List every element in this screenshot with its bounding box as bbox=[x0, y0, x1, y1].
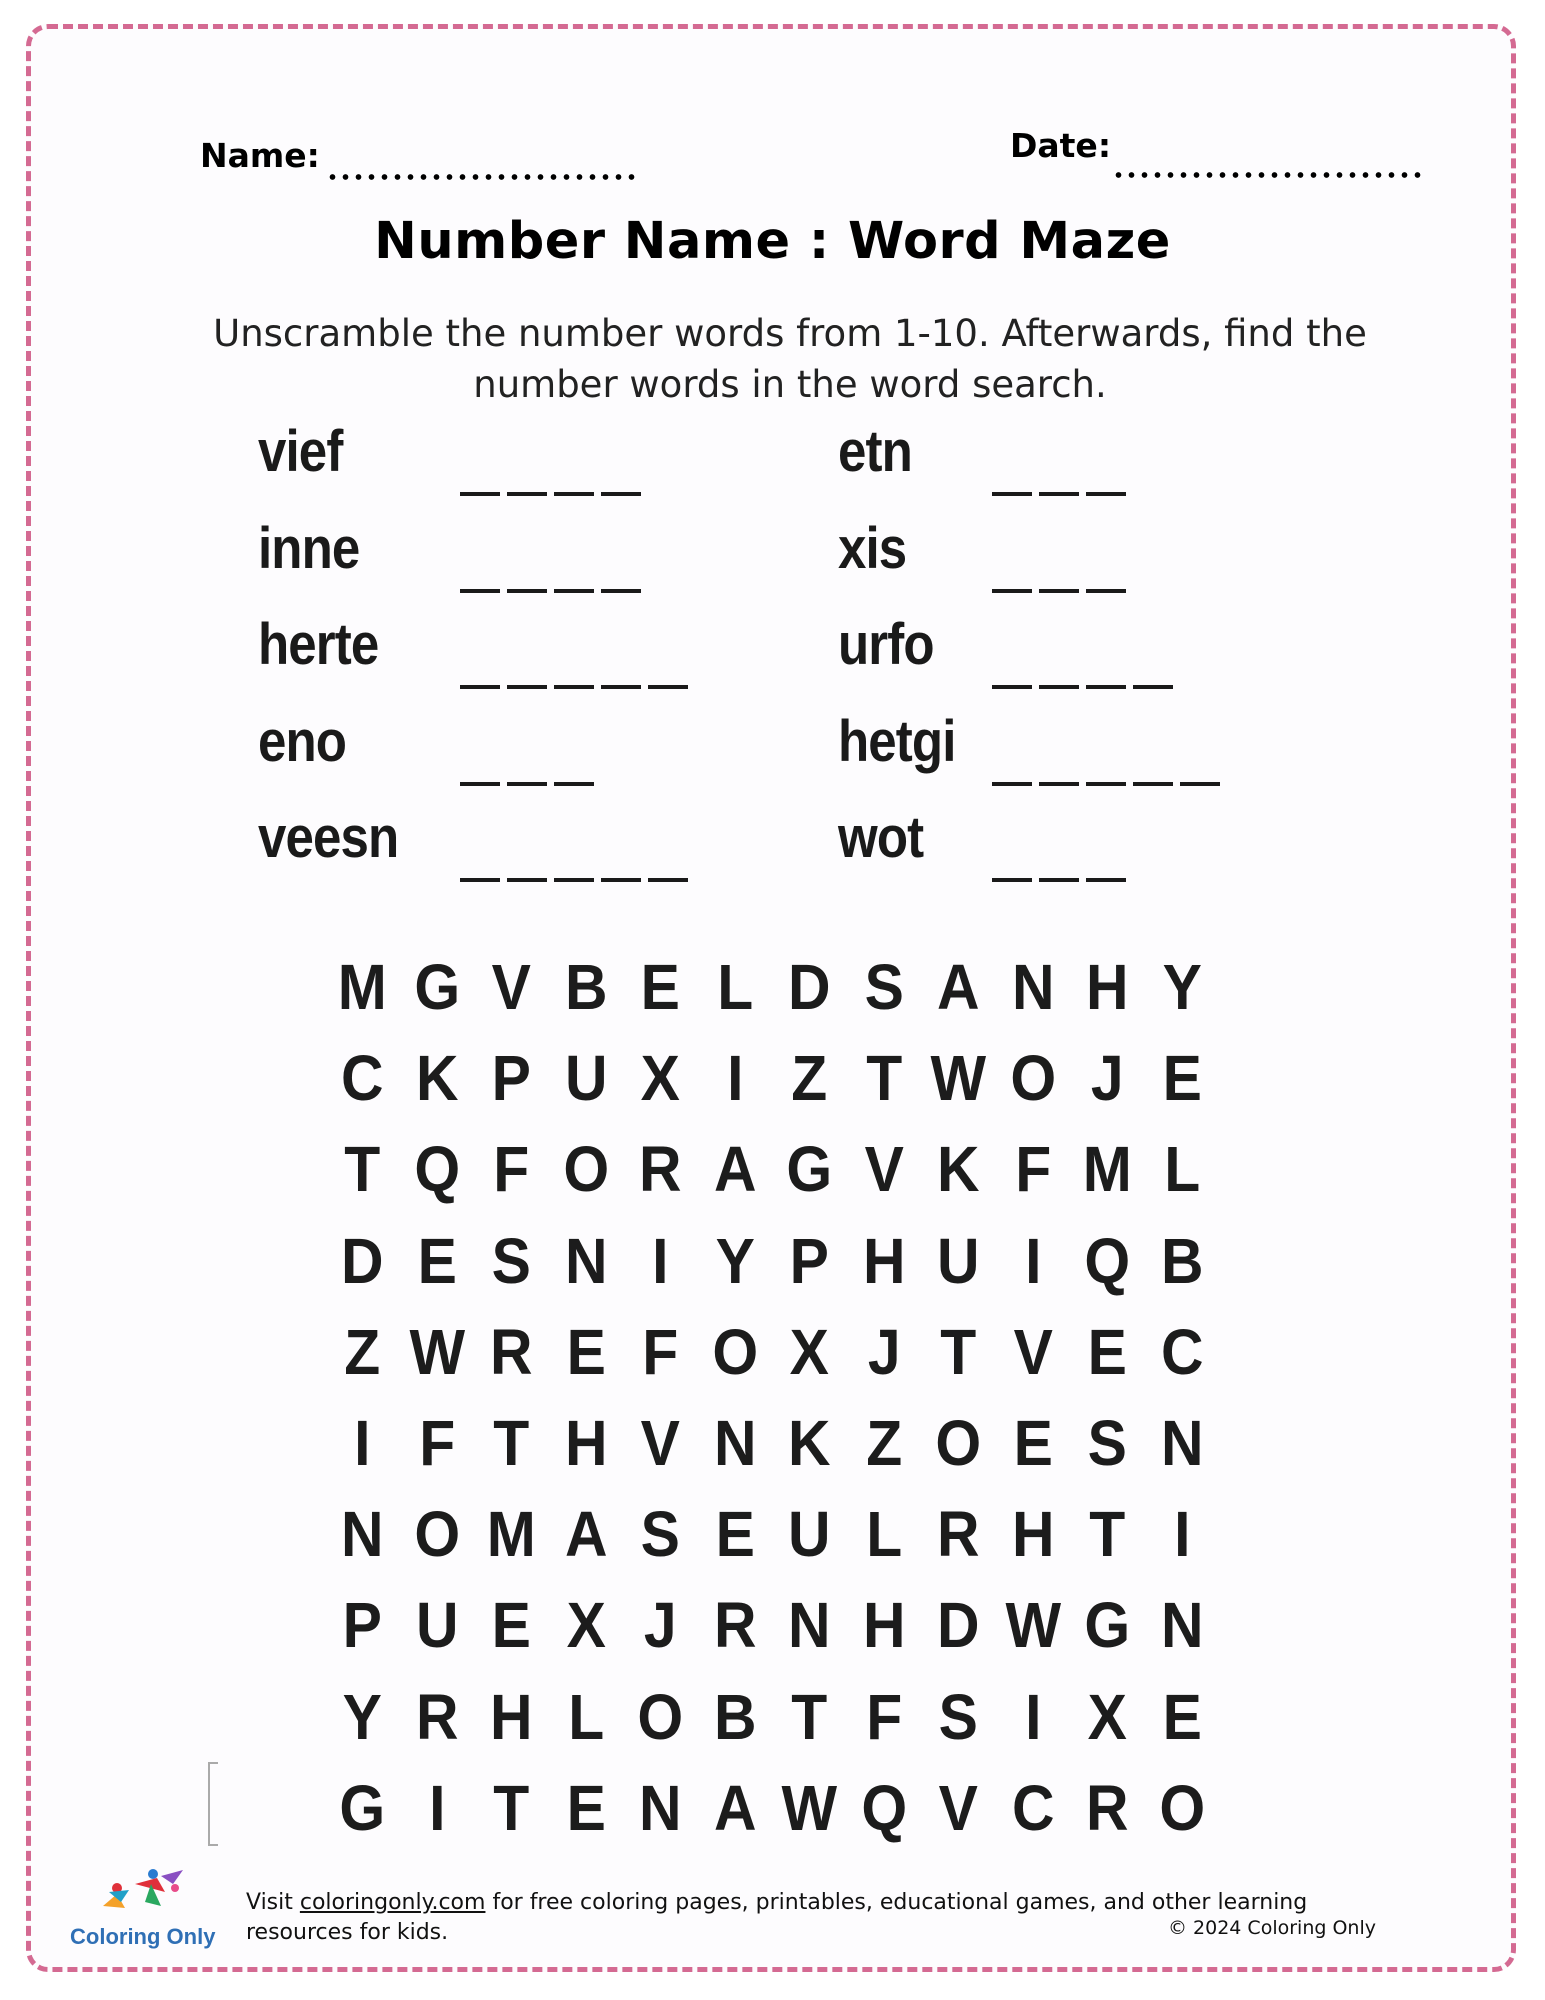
grid-letter[interactable]: L bbox=[567, 1680, 604, 1753]
instructions: Unscramble the number words from 1-10. Afterwards, find the number words in the word search. bbox=[213, 312, 1367, 406]
grid-letter[interactable]: O bbox=[711, 1315, 758, 1388]
grid-letter[interactable]: L bbox=[1163, 1133, 1200, 1206]
grid-letter[interactable]: T bbox=[865, 1042, 902, 1115]
grid-letter[interactable]: K bbox=[415, 1042, 459, 1115]
answer-blank[interactable] bbox=[460, 782, 594, 786]
grid-letter[interactable]: C bbox=[1160, 1315, 1204, 1388]
grid-letter[interactable]: N bbox=[787, 1589, 831, 1662]
grid-letter[interactable]: I bbox=[1173, 1498, 1190, 1571]
grid-letter[interactable]: S bbox=[1087, 1406, 1127, 1479]
answer-blank[interactable] bbox=[460, 685, 688, 689]
grid-letter[interactable]: Y bbox=[342, 1680, 382, 1753]
grid-letter[interactable]: T bbox=[344, 1133, 381, 1206]
scrambled-word: vief bbox=[258, 419, 343, 484]
grid-letter[interactable]: H bbox=[489, 1680, 533, 1753]
grid-letter[interactable]: T bbox=[493, 1406, 530, 1479]
grid-letter[interactable]: E bbox=[1087, 1315, 1127, 1388]
grid-letter[interactable]: S bbox=[864, 951, 904, 1023]
grid-letter[interactable]: Q bbox=[413, 1133, 460, 1206]
grid-letter[interactable]: U bbox=[415, 1589, 459, 1662]
grid-letter[interactable]: I bbox=[428, 1771, 445, 1844]
grid-letter[interactable]: D bbox=[340, 1224, 384, 1297]
grid-letter[interactable]: Y bbox=[715, 1224, 755, 1297]
grid-letter[interactable]: F bbox=[418, 1406, 455, 1479]
grid-letter[interactable]: D bbox=[936, 1589, 980, 1662]
grid-letter[interactable]: R bbox=[1085, 1771, 1129, 1844]
grid-letter[interactable]: Y bbox=[1162, 951, 1202, 1023]
grid-letter[interactable]: X bbox=[789, 1315, 829, 1388]
scrambled-word: urfo bbox=[838, 612, 934, 677]
grid-letter[interactable]: O bbox=[637, 1680, 684, 1753]
logo-text: Coloring Only bbox=[70, 1924, 216, 1949]
grid-letter[interactable]: H bbox=[1085, 951, 1129, 1023]
grid-letter[interactable]: B bbox=[713, 1680, 757, 1753]
grid-letter[interactable]: A bbox=[564, 1498, 608, 1571]
grid-letter[interactable]: Z bbox=[344, 1315, 381, 1388]
grid-letter[interactable]: H bbox=[1011, 1498, 1055, 1571]
grid-letter[interactable]: W bbox=[781, 1771, 838, 1844]
scan-edge-mark bbox=[208, 1762, 218, 1846]
grid-letter[interactable]: E bbox=[715, 1498, 755, 1571]
grid-letter[interactable]: S bbox=[640, 1498, 680, 1571]
scrambled-word: eno bbox=[258, 708, 347, 774]
grid-letter[interactable]: N bbox=[713, 1406, 757, 1479]
grid-letter[interactable]: F bbox=[493, 1133, 530, 1206]
grid-letter[interactable]: G bbox=[413, 951, 460, 1023]
grid-letter[interactable]: H bbox=[862, 1224, 906, 1297]
grid-letter[interactable]: F bbox=[865, 1680, 902, 1753]
footer-prefix: Visit bbox=[246, 1890, 300, 1915]
grid-letter[interactable]: F bbox=[1014, 1133, 1051, 1206]
grid-letter[interactable]: I bbox=[354, 1406, 371, 1479]
grid-letter[interactable]: J bbox=[867, 1315, 901, 1388]
grid-letter[interactable]: Q bbox=[1084, 1224, 1131, 1297]
scrambled-word: inne bbox=[258, 515, 360, 581]
grid-letter[interactable]: C bbox=[340, 1042, 384, 1115]
grid-letter[interactable]: V bbox=[938, 1771, 978, 1844]
footer-link[interactable]: coloringonly.com bbox=[299, 1890, 486, 1915]
grid-letter[interactable]: B bbox=[1160, 1224, 1204, 1297]
answer-blank[interactable] bbox=[992, 685, 1173, 689]
grid-letter[interactable]: N bbox=[1160, 1589, 1204, 1662]
grid-letter[interactable]: Z bbox=[791, 1042, 828, 1115]
grid-letter[interactable]: O bbox=[935, 1406, 982, 1479]
grid-letter[interactable]: N bbox=[638, 1771, 682, 1844]
grid-letter[interactable]: Q bbox=[860, 1771, 907, 1844]
coloring-only-logo-icon bbox=[95, 1862, 195, 1922]
grid-letter[interactable]: E bbox=[566, 1771, 606, 1844]
grid-letter[interactable]: P bbox=[342, 1589, 382, 1662]
grid-letter[interactable]: I bbox=[1024, 1224, 1041, 1297]
grid-letter[interactable]: E bbox=[566, 1315, 606, 1388]
grid-letter[interactable]: O bbox=[1009, 1042, 1056, 1115]
grid-letter[interactable]: A bbox=[936, 951, 980, 1023]
grid-letter[interactable]: I bbox=[1024, 1680, 1041, 1753]
grid-letter[interactable]: K bbox=[787, 1406, 831, 1479]
answer-blank[interactable] bbox=[460, 878, 688, 882]
grid-letter[interactable]: E bbox=[491, 1589, 531, 1662]
grid-letter[interactable]: L bbox=[716, 951, 753, 1023]
grid-letter[interactable]: D bbox=[787, 951, 831, 1023]
grid-letter[interactable]: X bbox=[566, 1589, 606, 1662]
scrambled-word: veesn bbox=[258, 805, 399, 870]
grid-letter[interactable]: V bbox=[491, 951, 531, 1023]
grid-letter[interactable]: I bbox=[726, 1042, 743, 1115]
grid-letter[interactable]: H bbox=[564, 1406, 608, 1479]
answer-blank[interactable] bbox=[460, 492, 641, 496]
grid-letter[interactable]: W bbox=[408, 1315, 465, 1388]
grid-letter[interactable]: I bbox=[652, 1224, 669, 1297]
grid-letter[interactable]: Z bbox=[865, 1406, 902, 1479]
grid-letter[interactable]: N bbox=[1160, 1406, 1204, 1479]
grid-letter[interactable]: G bbox=[786, 1133, 833, 1206]
scrambled-word: xis bbox=[838, 515, 907, 581]
answer-blank[interactable] bbox=[992, 492, 1126, 496]
grid-letter[interactable]: S bbox=[938, 1680, 978, 1753]
grid-letter[interactable]: G bbox=[1084, 1589, 1131, 1662]
grid-letter[interactable]: V bbox=[864, 1133, 904, 1206]
page-title: Number Name : Word Maze bbox=[374, 212, 1171, 271]
grid-letter[interactable]: V bbox=[1013, 1315, 1053, 1388]
grid-letter[interactable]: U bbox=[787, 1498, 831, 1571]
grid-letter[interactable]: T bbox=[493, 1771, 530, 1844]
scrambled-word: hetgi bbox=[838, 708, 956, 774]
grid-letter[interactable]: G bbox=[339, 1771, 386, 1844]
grid-letter[interactable]: O bbox=[413, 1498, 460, 1571]
grid-letter[interactable]: M bbox=[1082, 1133, 1132, 1206]
grid-letter[interactable]: T bbox=[940, 1315, 977, 1388]
grid-letter[interactable]: U bbox=[564, 1042, 608, 1115]
grid-letter[interactable]: U bbox=[936, 1224, 980, 1297]
grid-letter[interactable]: R bbox=[713, 1589, 757, 1662]
grid-letter[interactable]: E bbox=[417, 1224, 457, 1297]
scrambled-word: herte bbox=[258, 612, 379, 677]
grid-letter[interactable]: K bbox=[936, 1133, 980, 1206]
date-line[interactable] bbox=[1112, 170, 1424, 180]
grid-letter[interactable]: R bbox=[489, 1315, 533, 1388]
grid-letter[interactable]: N bbox=[340, 1498, 384, 1571]
grid-letter[interactable]: N bbox=[564, 1224, 608, 1297]
grid-letter[interactable]: X bbox=[640, 1042, 680, 1115]
grid-letter[interactable]: M bbox=[486, 1498, 536, 1571]
grid-letter[interactable]: J bbox=[1090, 1042, 1124, 1115]
grid-letter[interactable]: O bbox=[562, 1133, 609, 1206]
footer-suffix: for free coloring pages, printables, educational games, and other learning resources for kids. bbox=[246, 1890, 1308, 1945]
grid-letter[interactable]: J bbox=[643, 1589, 677, 1662]
name-label: Name: bbox=[200, 136, 320, 175]
grid-letter[interactable]: H bbox=[862, 1589, 906, 1662]
grid-letter[interactable]: M bbox=[337, 951, 387, 1023]
grid-letter[interactable]: N bbox=[1011, 951, 1055, 1023]
grid-letter[interactable]: R bbox=[936, 1498, 980, 1571]
grid-letter[interactable]: T bbox=[1089, 1498, 1126, 1571]
grid-letter[interactable]: F bbox=[642, 1315, 679, 1388]
grid-letter[interactable]: S bbox=[491, 1224, 531, 1297]
answer-blank[interactable] bbox=[460, 589, 641, 593]
grid-letter[interactable]: A bbox=[713, 1133, 757, 1206]
grid-letter[interactable]: V bbox=[640, 1406, 680, 1479]
grid-letter[interactable]: E bbox=[1162, 1680, 1202, 1753]
grid-letter[interactable]: P bbox=[491, 1042, 531, 1115]
grid-letter[interactable]: X bbox=[1087, 1680, 1127, 1753]
copyright: © 2024 Coloring Only bbox=[1168, 1917, 1376, 1939]
grid-letter[interactable]: R bbox=[638, 1133, 682, 1206]
grid-letter[interactable]: E bbox=[640, 951, 680, 1023]
name-line[interactable] bbox=[326, 172, 638, 182]
grid-letter[interactable]: P bbox=[789, 1224, 829, 1297]
answer-blank[interactable] bbox=[992, 589, 1126, 593]
answer-blank[interactable] bbox=[992, 782, 1220, 786]
grid-letter[interactable]: O bbox=[1158, 1771, 1205, 1844]
word-search-grid bbox=[325, 952, 1219, 1864]
grid-letter[interactable]: E bbox=[1013, 1406, 1053, 1479]
grid-letter[interactable]: B bbox=[564, 951, 608, 1023]
grid-letter[interactable]: W bbox=[1004, 1589, 1061, 1662]
grid-letter[interactable]: C bbox=[1011, 1771, 1055, 1844]
grid-letter[interactable]: A bbox=[713, 1771, 757, 1844]
grid-letter[interactable]: W bbox=[930, 1042, 987, 1115]
scrambled-word: wot bbox=[838, 805, 924, 870]
scrambled-word: etn bbox=[838, 419, 912, 484]
grid-letter[interactable]: L bbox=[865, 1498, 902, 1571]
grid-letter[interactable]: E bbox=[1162, 1042, 1202, 1115]
date-label: Date: bbox=[1010, 126, 1112, 165]
grid-letter[interactable]: R bbox=[415, 1680, 459, 1753]
grid-letter[interactable]: T bbox=[791, 1680, 828, 1753]
answer-blank[interactable] bbox=[992, 878, 1126, 882]
